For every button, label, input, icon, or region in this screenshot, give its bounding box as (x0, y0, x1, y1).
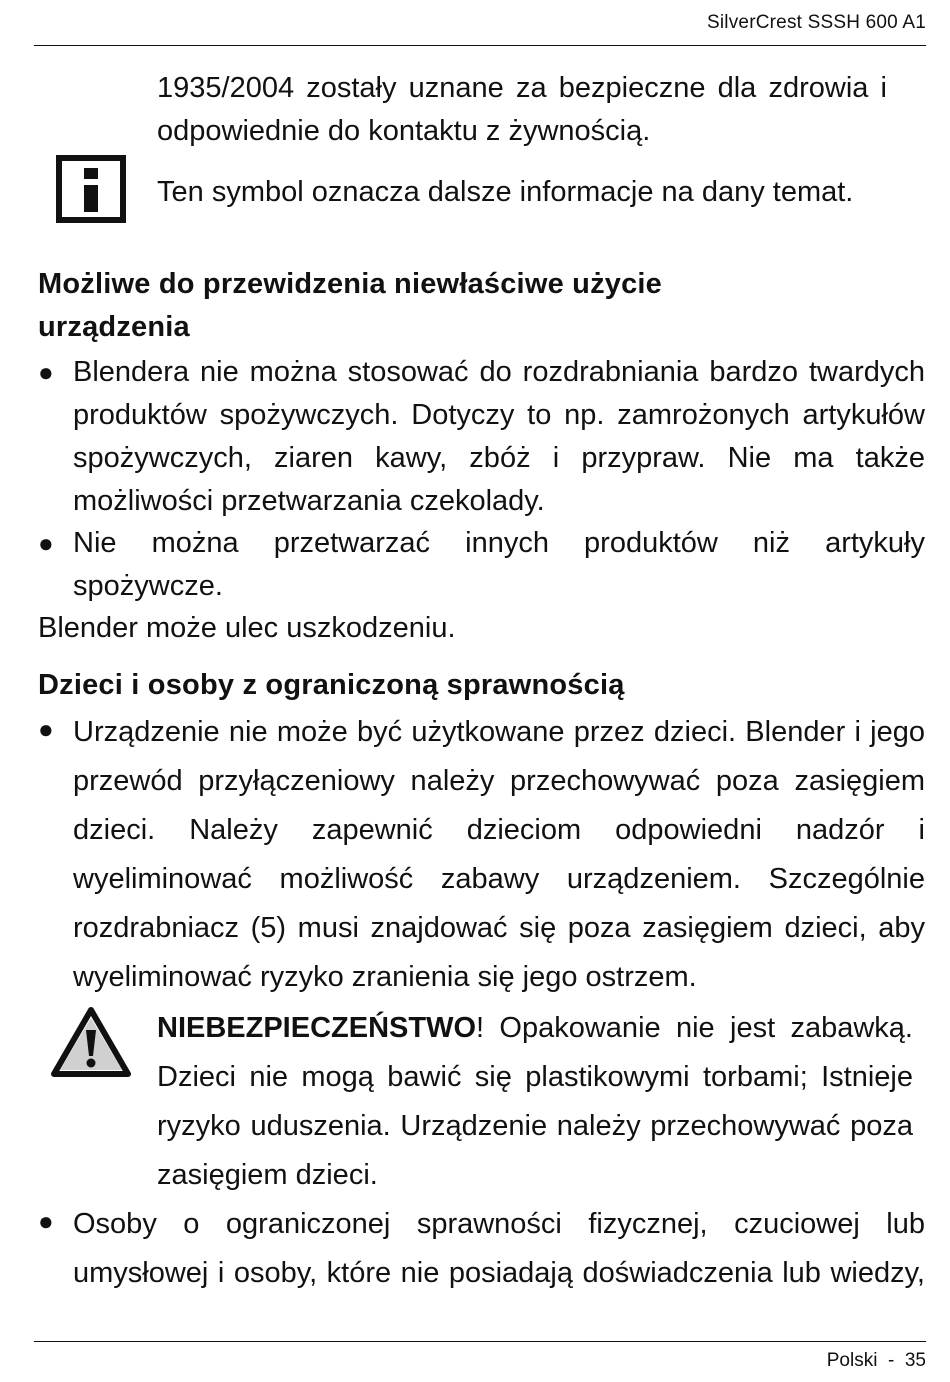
bullet-dot: ● (38, 528, 54, 558)
bullet-dot: ● (38, 357, 54, 387)
section1-bullet-1: Blendera nie można stosować do rozdrabniania bardzo twardych produktów spożywczych. Dotyczy to np. zamrożonych artykułów spożywczych, ziaren kawy, zbóż i przypraw. Nie ma także możliwości przetwarzania czekolady. (73, 356, 925, 517)
bullet-dot: ● (38, 1206, 54, 1236)
section1-heading: Możliwe do przewidzenia niewłaściwe użycie urządzenia (38, 268, 663, 343)
intro-paragraph: 1935/2004 zostały uznane za bezpieczne dla zdrowia i odpowiednie do kontaktu z żywnością. (157, 72, 887, 147)
page-header (34, 12, 926, 46)
warning-label: NIEBEZPIECZEŃSTWO (157, 1012, 477, 1044)
warning-text: Opakowanie nie jest zabawką. Dzieci nie mogą bawić się plastikowymi torbami; Istnieje ryzyko uduszenia. Urządzenie należy przechowywać poza zasięgiem dzieci. (157, 1012, 913, 1191)
section1-closing: Blender może ulec uszkodzeniu. (38, 612, 456, 644)
section2-heading: Dzieci i osoby z ograniczoną sprawnością (38, 669, 625, 701)
info-paragraph: Ten symbol oznacza dalsze informacje na dany temat. (157, 176, 854, 208)
footer-page-number: Polski - 35 (826, 1350, 926, 1371)
section1-bullet-2: Nie można przetwarzać innych produktów niż artykuły spożywcze. (73, 527, 925, 602)
warning-paragraph (157, 1004, 913, 1200)
bullet-dot: ● (38, 714, 54, 744)
warning-triangle-icon (50, 1006, 132, 1078)
page-footer (34, 1341, 926, 1382)
section2-bullet-2: Osoby o ograniczonej sprawności fizycznej, czuciowej lub umysłowej i osoby, które nie posiadają doświadczenia lub wiedzy, (73, 1208, 925, 1289)
section2-bullet-1: Urządzenie nie może być użytkowane przez dzieci. Blender i jego przewód przyłączeniowy należy przechowywać poza zasięgiem dzieci. Należy zapewnić dzieciom odpowiedni nadzór i wyeliminować możliwość zabawy urządzeniem. Szczególnie rozdrabniacz (5) musi znajdować się poza zasięgiem dzieci, aby wyeliminować ryzyko zranienia się jego ostrzem. (73, 716, 925, 993)
warning-mark: ! (476, 1012, 485, 1044)
info-icon (55, 154, 127, 224)
header-title: SilverCrest SSSH 600 A1 (707, 12, 926, 33)
